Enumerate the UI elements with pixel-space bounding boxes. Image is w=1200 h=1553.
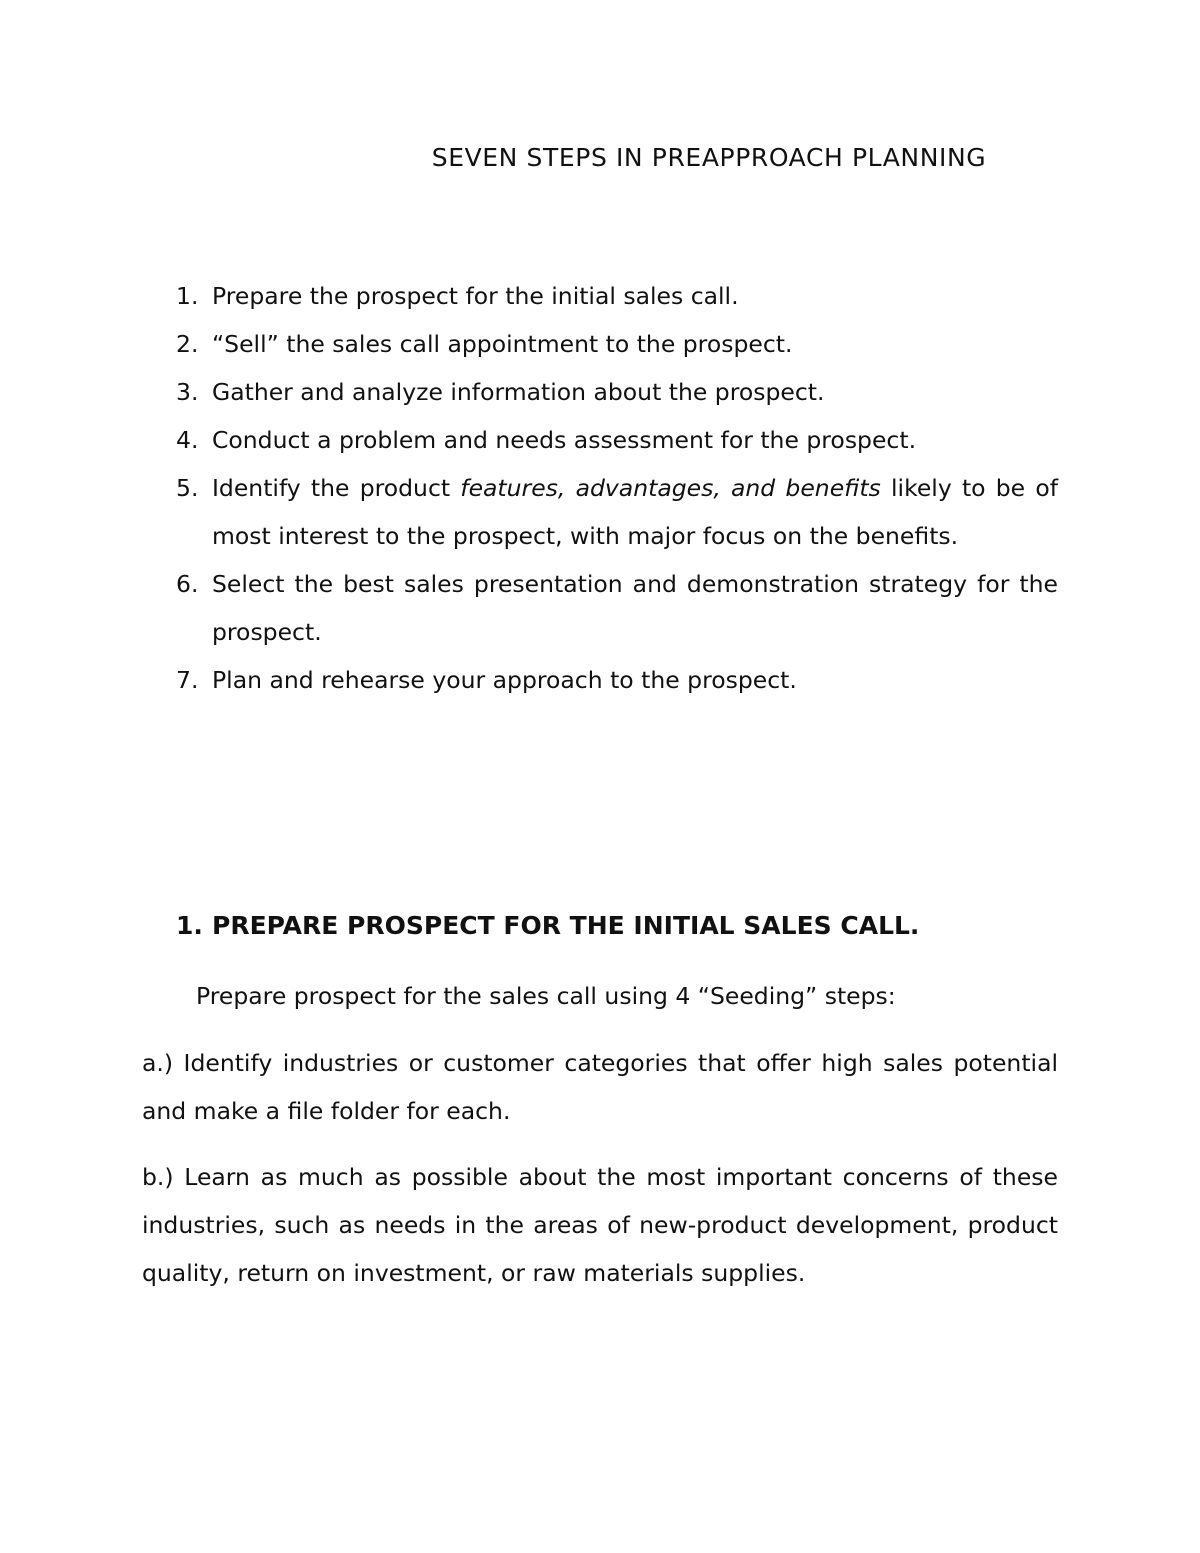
- step-number: 7.: [176, 666, 199, 694]
- list-item: [176, 272, 1058, 320]
- section-heading: [176, 904, 919, 948]
- section-heading-text: PREPARE PROSPECT FOR THE INITIAL SALES CALL.: [212, 911, 920, 940]
- section-number: 1.: [176, 911, 203, 940]
- step-text-after: likely to be of most interest to the prospect, with major focus on the benefits.: [212, 474, 1058, 550]
- list-item: [176, 656, 1058, 704]
- step-number: 5.: [176, 474, 199, 502]
- document-title-text: SEVEN STEPS IN PREAPPROACH PLANNING: [431, 143, 987, 172]
- list-item: [176, 320, 1058, 368]
- step-text: “Sell” the sales call appointment to the prospect.: [212, 330, 793, 358]
- step-text: Gather and analyze information about the prospect.: [212, 378, 825, 406]
- document-title: [0, 138, 1200, 178]
- step-number: 4.: [176, 426, 199, 454]
- step-text-before: Identify the product: [212, 474, 461, 502]
- step-text-italic: features, advantages, and benefits: [460, 474, 881, 502]
- list-item: [176, 368, 1058, 416]
- paragraph-item-a: a.) Identify industries or customer categories that offer high sales potential and make a file folder for each.: [142, 1049, 1058, 1125]
- list-item: [176, 464, 1058, 560]
- step-number: 2.: [176, 330, 199, 358]
- step-text: Conduct a problem and needs assessment for the prospect.: [212, 426, 917, 454]
- list-item: [176, 560, 1058, 656]
- step-number: 6.: [176, 570, 199, 598]
- step-text: Plan and rehearse your approach to the prospect.: [212, 666, 797, 694]
- step-number: 3.: [176, 378, 199, 406]
- paragraph-item-b: b.) Learn as much as possible about the most important concerns of these industries, such as needs in the areas of new-product development, product quality, return on investment, or raw materials supplies.: [142, 1163, 1058, 1287]
- steps-list: [176, 272, 1058, 704]
- step-text: Prepare the prospect for the initial sales call.: [212, 282, 739, 310]
- step-number: 1.: [176, 282, 199, 310]
- step-text: Select the best sales presentation and demonstration strategy for the prospect.: [212, 570, 1058, 646]
- section-intro: Prepare prospect for the sales call using 4 “Seeding” steps:: [196, 982, 896, 1010]
- list-item: [176, 416, 1058, 464]
- step-text: [212, 464, 1058, 560]
